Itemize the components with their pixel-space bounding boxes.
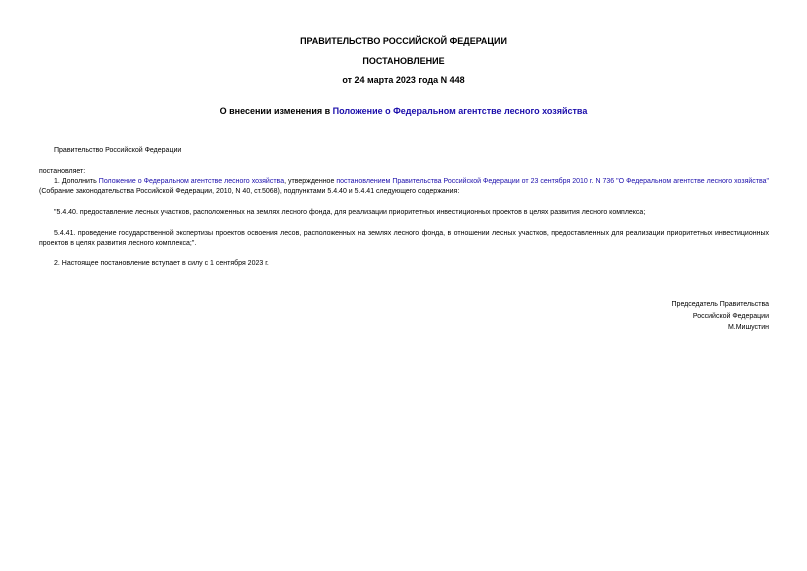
document-type-heading: ПОСТАНОВЛЕНИЕ bbox=[362, 56, 445, 66]
signature-title: Председатель Правительства bbox=[671, 301, 769, 308]
resolution-link[interactable]: постановлением Правительства Российской Федерации от 23 сентября 2010 г. N 736 "О Федеральном агентстве лесного хозяйства" bbox=[336, 178, 769, 185]
government-heading: ПРАВИТЕЛЬСТВО РОССИЙСКОЙ ФЕДЕРАЦИИ bbox=[300, 36, 507, 46]
signature-country: Российской Федерации bbox=[692, 312, 769, 320]
signature-block bbox=[672, 299, 769, 334]
p1-start: 1. Дополнить bbox=[54, 178, 99, 185]
p1-mid: , утвержденное bbox=[284, 178, 337, 185]
paragraph-4: 2. Настоящее постановление вступает в силу с 1 сентября 2023 г. bbox=[54, 260, 269, 267]
signature-name: М.Мишустин bbox=[727, 324, 769, 331]
issuer-text: Правительство Российской Федерации bbox=[54, 147, 182, 154]
paragraph-3: 5.4.41. проведение государственной экспертизы проектов освоения лесов, расположенных на землях лесного фонда, в отношении лесных участков, предоставленных для реализации приоритетных инвестиционных проектов в целях развития лесного комплекса;". bbox=[39, 230, 769, 247]
regulation-link[interactable]: Положение о Федеральном агентстве лесного хозяйства bbox=[98, 178, 285, 185]
title-prefix: О внесении изменения в bbox=[219, 106, 333, 116]
p1-end: (Собрание законодательства Российской Федерации, 2010, N 40, ст.5068), подпунктами 5.4.40 и 5.4.41 следующего содержания: bbox=[39, 187, 460, 195]
paragraph-2: "5.4.40. предоставление лесных участков, расположенных на землях лесного фонда, для реализации приоритетных инвестиционных проектов в целях развития лесного комплекса; bbox=[54, 209, 646, 216]
document-title bbox=[0, 106, 807, 117]
decrees-text: постановляет: bbox=[39, 168, 86, 175]
title-link[interactable]: Положение о Федеральном агентстве лесного хозяйства bbox=[332, 106, 588, 116]
paragraph-1 bbox=[39, 177, 769, 196]
date-number-heading: от 24 марта 2023 года N 448 bbox=[342, 75, 465, 85]
